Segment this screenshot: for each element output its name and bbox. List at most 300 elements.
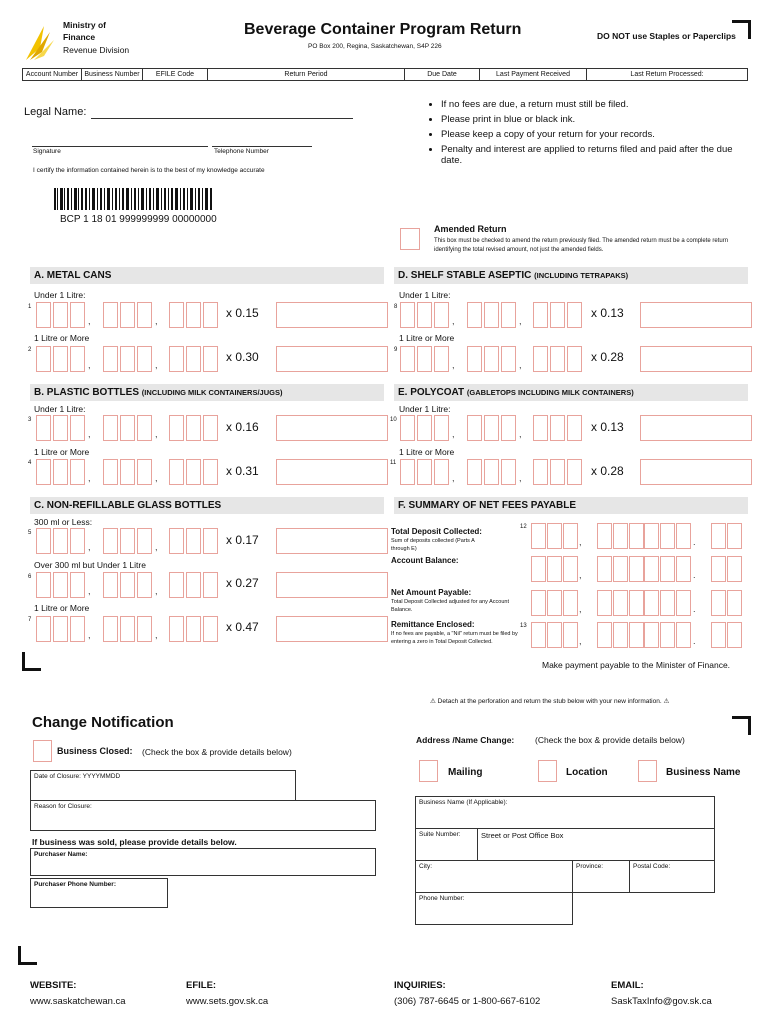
remittance-label: Remittance Enclosed: [391,620,475,629]
section-b-sub: (INCLUDING MILK CONTAINERS/JUGS) [141,388,283,397]
bizname-field-label: Business Name (If Applicable): [419,799,508,806]
digit-separator: , [519,429,522,439]
digit-cell[interactable] [484,302,499,328]
digit-cell[interactable] [120,572,135,598]
section-e-label2: 1 Litre or More [399,447,455,457]
street-field[interactable] [477,828,715,861]
rate-e1: x 0.13 [591,420,624,434]
line-number: 8 [394,304,398,310]
section-c-label3: 1 Litre or More [34,603,90,613]
purchaser-phone-field[interactable] [30,878,168,908]
digit-cell[interactable] [597,590,612,616]
amount-field[interactable] [640,459,752,485]
section-b-title: B. PLASTIC BOTTLES [34,387,139,398]
digit-separator: , [155,429,158,439]
digit-cell[interactable] [501,415,516,441]
digit-cell[interactable] [70,616,85,642]
amount-field[interactable] [640,302,752,328]
digit-cell[interactable] [186,528,201,554]
line-number: 6 [28,574,32,580]
digit-cell[interactable] [550,346,565,372]
website-link[interactable]: www.saskatchewan.ca [30,996,126,1007]
digit-cell[interactable] [434,459,449,485]
digit-separator: . [693,604,696,614]
digit-cell[interactable] [137,302,152,328]
digit-cell[interactable] [484,346,499,372]
digit-cell[interactable] [400,302,415,328]
digit-cell[interactable] [676,523,691,549]
line-number: 1 [28,304,32,310]
digit-cell[interactable] [434,415,449,441]
business-name-label: Business Name [666,767,741,778]
digit-cell[interactable] [53,528,68,554]
digit-cell[interactable] [103,572,118,598]
col-due: Due Date [405,69,480,81]
legal-name-field[interactable] [91,118,353,119]
section-d-sub: (INCLUDING TETRAPAKS) [534,271,629,280]
digit-cell[interactable] [417,346,432,372]
digit-cell[interactable] [533,302,548,328]
digit-cell[interactable] [567,302,582,328]
col-last-payment: Last Payment Received [480,69,587,81]
digit-separator: , [88,360,91,370]
digit-cell[interactable] [53,415,68,441]
digit-cell[interactable] [203,302,218,328]
division: Revenue Division [63,45,130,55]
section-f-title: F. SUMMARY OF NET FEES PAYABLE [398,500,576,511]
digit-separator: , [519,360,522,370]
digit-cell[interactable] [563,590,578,616]
digit-cell[interactable] [660,590,675,616]
rate-d1: x 0.13 [591,306,624,320]
line-number: 10 [390,417,397,423]
email-label: EMAIL: [611,980,644,991]
digit-cell[interactable] [36,459,51,485]
section-f-header [394,497,748,514]
digit-cell[interactable] [547,556,562,582]
digit-cell[interactable] [567,459,582,485]
city-field[interactable] [415,860,573,893]
business-name-checkbox[interactable] [638,760,657,782]
efile-label: EFILE: [186,980,217,991]
line-number: 7 [28,617,32,623]
rate-e2: x 0.28 [591,464,624,478]
digit-separator: , [88,586,91,596]
digit-cell[interactable] [203,528,218,554]
digit-cell[interactable] [644,590,659,616]
digit-cell[interactable] [400,415,415,441]
total-deposit-label: Total Deposit Collected: [391,527,482,536]
digit-cell[interactable] [711,523,726,549]
warning-icon: ⚠ [663,698,670,705]
website-label: WEBSITE: [30,980,77,991]
postal-label: Postal Code: [633,863,671,870]
total-deposit-desc: Sum of deposits collected (Parts A through E) [391,538,475,552]
digit-cell[interactable] [203,415,218,441]
digit-cell[interactable] [70,346,85,372]
digit-separator: , [452,473,455,483]
digit-cell[interactable] [567,415,582,441]
crop-mark [732,716,751,735]
amount-field[interactable] [276,415,388,441]
digit-cell[interactable] [203,346,218,372]
digit-cell[interactable] [484,459,499,485]
business-name-field[interactable] [415,796,715,829]
mailing-label: Mailing [448,767,483,778]
digit-cell[interactable] [36,528,51,554]
rate-b1: x 0.16 [226,420,259,434]
detach-text: Detach at the perforation and return the stub below with your new information. [437,698,662,705]
digit-cell[interactable] [120,459,135,485]
digit-cell[interactable] [597,556,612,582]
digit-cell[interactable] [711,622,726,648]
telephone-label: Telephone Number [214,148,269,155]
digit-cell[interactable] [203,616,218,642]
digit-cell[interactable] [501,346,516,372]
section-c-label1: 300 ml or Less: [34,517,93,527]
digit-cell[interactable] [120,528,135,554]
detach-note [430,697,669,705]
digit-separator: , [579,636,582,646]
sold-label: If business was sold, please provide details below. [32,837,237,847]
street-label: Street or Post Office Box [481,831,564,840]
digit-cell[interactable] [660,556,675,582]
section-d-label2: 1 Litre or More [399,333,455,343]
mailing-address: PO Box 200, Regina, Saskatchewan, S4P 226 [308,43,442,50]
digit-cell[interactable] [36,616,51,642]
instruction-item: • Please print in blue or black ink. [441,114,741,125]
reason-field[interactable] [30,800,376,831]
instruction-item: • Please keep a copy of your return for your records. [441,129,741,140]
digit-cell[interactable] [550,415,565,441]
digit-cell[interactable] [53,616,68,642]
digit-cell[interactable] [727,590,742,616]
digit-cell[interactable] [711,590,726,616]
digit-cell[interactable] [186,616,201,642]
digit-cell[interactable] [53,346,68,372]
digit-cell[interactable] [644,622,659,648]
digit-cell[interactable] [597,622,612,648]
account-header-table [22,68,748,81]
digit-cell[interactable] [103,346,118,372]
digit-cell[interactable] [547,622,562,648]
digit-cell[interactable] [103,528,118,554]
inquiries-phone: (306) 787-6645 or 1-800-667-6102 [394,996,541,1007]
rate-a2: x 0.30 [226,350,259,364]
digit-cell[interactable] [563,523,578,549]
digit-cell[interactable] [501,459,516,485]
digit-cell[interactable] [186,459,201,485]
digit-cell[interactable] [169,616,184,642]
digit-cell[interactable] [727,523,742,549]
digit-cell[interactable] [169,415,184,441]
closed-hint: (Check the box & provide details below) [142,747,292,757]
section-a-label1: Under 1 Litre: [34,290,86,300]
rate-b2: x 0.31 [226,464,259,478]
digit-cell[interactable] [137,346,152,372]
digit-cell[interactable] [727,556,742,582]
ministry-line2: Finance [63,32,96,42]
phone-label: Phone Number: [419,895,465,902]
digit-cell[interactable] [660,523,675,549]
digit-cell[interactable] [103,459,118,485]
rate-d2: x 0.28 [591,350,624,364]
signature-label: Signature [33,148,61,155]
digit-separator: . [693,636,696,646]
digit-cell[interactable] [169,572,184,598]
digit-cell[interactable] [36,302,51,328]
purchaser-label: Purchaser Name: [34,851,88,858]
section-c-title: C. NON-REFILLABLE GLASS BOTTLES [34,500,222,511]
digit-cell[interactable] [169,528,184,554]
digit-cell[interactable] [53,302,68,328]
digit-cell[interactable] [629,590,644,616]
mailing-checkbox[interactable] [419,760,438,782]
digit-separator: , [579,537,582,547]
amount-field[interactable] [276,346,388,372]
digit-cell[interactable] [660,622,675,648]
digit-cell[interactable] [137,572,152,598]
address-change-label: Address /Name Change: [416,735,515,745]
digit-cell[interactable] [597,523,612,549]
digit-cell[interactable] [137,459,152,485]
amount-field[interactable] [640,415,752,441]
digit-cell[interactable] [533,459,548,485]
digit-cell[interactable] [676,590,691,616]
digit-cell[interactable] [203,572,218,598]
digit-separator: , [88,473,91,483]
legal-name-label: Legal Name: [24,106,87,118]
section-d-header [394,267,748,284]
certify-text: I certify the information contained herein is to the best of my knowledge accurate [33,167,265,174]
digit-cell[interactable] [70,302,85,328]
col-last-return: Last Return Processed: [587,69,748,81]
date-closure-label: Date of Closure: YYYYMMDD [34,773,121,780]
digit-cell[interactable] [70,415,85,441]
digit-cell[interactable] [613,590,628,616]
city-label: City: [419,863,432,870]
location-checkbox[interactable] [538,760,557,782]
digit-cell[interactable] [467,459,482,485]
digit-cell[interactable] [501,302,516,328]
digit-cell[interactable] [186,346,201,372]
digit-cell[interactable] [533,346,548,372]
line-number: 11 [390,460,397,466]
rate-c2: x 0.27 [226,576,259,590]
rate-c1: x 0.17 [226,533,259,547]
line-number: 9 [394,347,398,353]
digit-cell[interactable] [120,616,135,642]
digit-cell[interactable] [629,556,644,582]
digit-cell[interactable] [434,302,449,328]
digit-cell[interactable] [169,302,184,328]
digit-cell[interactable] [36,415,51,441]
amount-field[interactable] [276,616,388,642]
suite-label: Suite Number: [419,831,461,838]
digit-cell[interactable] [547,523,562,549]
net-amount-desc: Total Deposit Collected adjusted for any Account Balance. [391,599,510,613]
section-b-label1: Under 1 Litre: [34,404,86,414]
digit-separator: , [155,473,158,483]
digit-cell[interactable] [103,616,118,642]
amount-field[interactable] [276,572,388,598]
digit-cell[interactable] [36,346,51,372]
section-c-header [30,497,384,514]
section-e-title: E. POLYCOAT [398,387,465,398]
col-efile: EFILE Code [143,69,208,81]
digit-separator: , [88,542,91,552]
digit-cell[interactable] [676,622,691,648]
digit-cell[interactable] [137,616,152,642]
digit-cell[interactable] [629,622,644,648]
digit-cell[interactable] [531,622,546,648]
digit-separator: , [155,630,158,640]
reason-label: Reason for Closure: [34,803,92,810]
col-account: Account Number [23,69,82,81]
telephone-field[interactable] [212,146,312,147]
digit-cell[interactable] [613,556,628,582]
remittance-desc: If no fees are payable, a "Nil" return must be filed by entering a zero in Total Deposit Collected. [391,631,518,645]
digit-cell[interactable] [727,622,742,648]
line-number: 13 [520,623,527,629]
location-label: Location [566,767,608,778]
section-b-label2: 1 Litre or More [34,447,90,457]
payable-note: Make payment payable to the Minister of Finance. [542,660,731,670]
instruction-item: • If no fees are due, a return must still be filed. [441,99,741,110]
business-closed-checkbox[interactable] [33,740,52,762]
instructions-list [425,99,741,170]
digit-cell[interactable] [467,346,482,372]
amended-return-checkbox[interactable] [400,228,420,250]
digit-cell[interactable] [567,346,582,372]
amended-desc: This box must be checked to amend the return previously filed. The amended return must be a complete return identifying the total revised amount, not just the amended fields. [434,238,729,253]
digit-cell[interactable] [467,415,482,441]
crop-mark [22,652,41,671]
digit-separator: , [452,360,455,370]
purchaser-phone-label: Purchaser Phone Number: [34,881,116,888]
digit-separator: , [155,542,158,552]
digit-cell[interactable] [644,523,659,549]
digit-separator: , [579,604,582,614]
digit-cell[interactable] [531,556,546,582]
amount-field[interactable] [276,459,388,485]
page-title: Beverage Container Program Return [244,21,522,38]
section-e-header [394,384,748,401]
digit-cell[interactable] [120,302,135,328]
digit-cell[interactable] [120,346,135,372]
digit-separator: , [88,316,91,326]
digit-cell[interactable] [417,459,432,485]
staples-notice: DO NOT use Staples or Paperclips [597,31,736,41]
col-business: Business Number [82,69,143,81]
digit-cell[interactable] [629,523,644,549]
digit-cell[interactable] [613,523,628,549]
section-d-title: D. SHELF STABLE ASEPTIC [398,270,532,281]
suite-field[interactable] [415,828,478,861]
digit-separator: , [519,473,522,483]
digit-cell[interactable] [186,302,201,328]
digit-cell[interactable] [53,572,68,598]
digit-cell[interactable] [417,302,432,328]
signature-field[interactable] [32,146,208,147]
amount-field[interactable] [276,528,388,554]
line-number: 3 [28,417,32,423]
digit-cell[interactable] [137,415,152,441]
phone-field[interactable] [415,892,573,925]
digit-cell[interactable] [36,572,51,598]
digit-cell[interactable] [467,302,482,328]
business-closed-label: Business Closed: [57,746,133,756]
digit-cell[interactable] [644,556,659,582]
digit-separator: , [519,316,522,326]
digit-cell[interactable] [547,590,562,616]
province-field[interactable] [572,860,630,893]
digit-cell[interactable] [484,415,499,441]
section-a-title: A. METAL CANS [34,270,112,281]
digit-cell[interactable] [186,415,201,441]
instruction-item: • Penalty and interest are applied to returns filed and paid after the due date. [441,144,741,166]
change-title: Change Notification [32,714,174,731]
digit-cell[interactable] [711,556,726,582]
digit-cell[interactable] [676,556,691,582]
digit-cell[interactable] [531,590,546,616]
digit-cell[interactable] [434,346,449,372]
rate-c3: x 0.47 [226,620,259,634]
saskatchewan-logo-icon [22,22,56,62]
digit-cell[interactable] [563,556,578,582]
section-c-label2: Over 300 ml but Under 1 Litre [34,560,146,570]
digit-cell[interactable] [120,415,135,441]
digit-cell[interactable] [533,415,548,441]
email-link[interactable]: SaskTaxInfo@gov.sk.ca [611,996,712,1007]
digit-cell[interactable] [70,459,85,485]
efile-link[interactable]: www.sets.gov.sk.ca [186,996,269,1007]
amount-field[interactable] [640,346,752,372]
digit-cell[interactable] [203,459,218,485]
date-closure-field[interactable] [30,770,296,801]
digit-cell[interactable] [169,459,184,485]
digit-cell[interactable] [531,523,546,549]
section-a-header [30,267,384,284]
digit-cell[interactable] [70,572,85,598]
purchaser-name-field[interactable] [30,848,376,876]
digit-cell[interactable] [169,346,184,372]
digit-cell[interactable] [186,572,201,598]
section-e-label1: Under 1 Litre: [399,404,451,414]
amended-title: Amended Return [434,224,507,234]
digit-cell[interactable] [550,302,565,328]
digit-cell[interactable] [417,415,432,441]
digit-cell[interactable] [613,622,628,648]
digit-cell[interactable] [103,302,118,328]
digit-cell[interactable] [400,459,415,485]
digit-cell[interactable] [400,346,415,372]
digit-cell[interactable] [103,415,118,441]
crop-mark [18,946,37,965]
digit-cell[interactable] [550,459,565,485]
line-number: 5 [28,530,32,536]
barcode-icon [54,188,214,210]
digit-cell[interactable] [53,459,68,485]
digit-cell[interactable] [137,528,152,554]
digit-cell[interactable] [70,528,85,554]
amount-field[interactable] [276,302,388,328]
postal-field[interactable] [629,860,715,893]
address-hint: (Check the box & provide details below) [535,735,685,745]
digit-cell[interactable] [563,622,578,648]
section-a-label2: 1 Litre or More [34,333,90,343]
digit-separator: , [155,360,158,370]
